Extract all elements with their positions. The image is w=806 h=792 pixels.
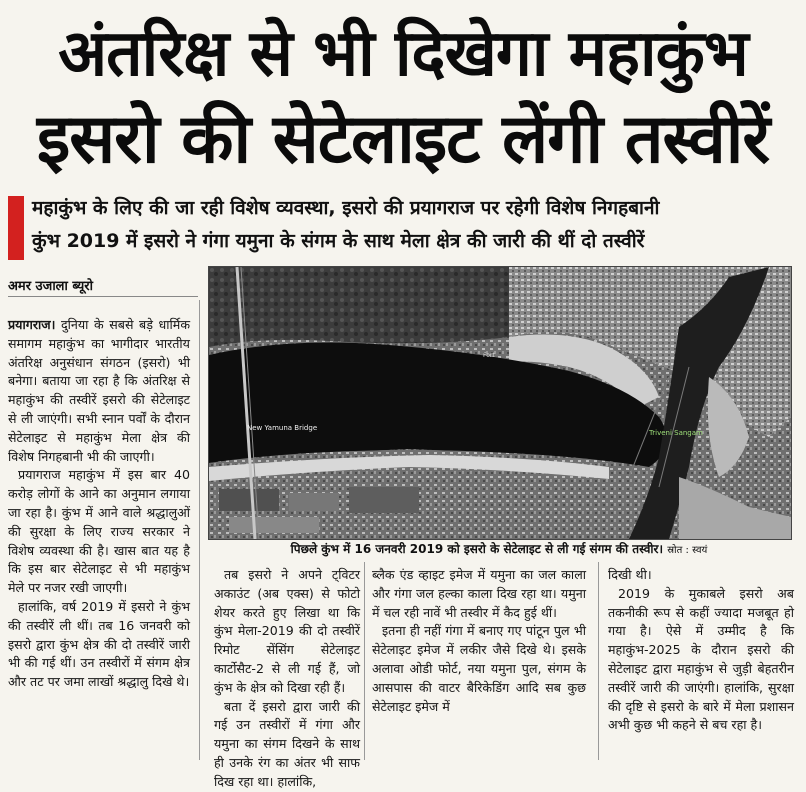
article-paragraph: तब इसरो ने अपने ट्विटर अकाउंट (अब एक्स) से फोटो शेयर करते हुए लिखा था कि कुंभ मेला-2019 की दो तस्वीरें रिमोट सेंसिंग सेटेलाइट कार्टोसैट-2 से ली गई हैं, जो कुंभ के क्षेत्र को दिखा रही हैं। (214, 567, 360, 695)
accent-bar (8, 196, 24, 260)
subheadline-line-2: कुंभ 2019 में इसरो ने गंगा यमुना के संगम के साथ मेला क्षेत्र की जारी की थीं दो तस्वीरें (32, 230, 645, 252)
column-divider (199, 300, 200, 760)
article-paragraph: हालांकि, वर्ष 2019 में इसरो ने कुंभ की तस्वीरें ली थीं। तब 16 जनवरी को इसरो द्वारा कुंभ क्षेत्र की दो तस्वीरें जारी भी की गई थीं। उन तस्वीरों में संगम क्षेत्र और तट पर जमा लाखों श्रद्धालु दिखे थे। (8, 598, 190, 690)
article-column-3 (372, 566, 586, 716)
article-column-4 (608, 566, 794, 735)
satellite-image (209, 267, 791, 539)
photo-caption (208, 540, 790, 557)
satellite-photo (208, 266, 792, 540)
column-divider (598, 562, 599, 760)
column-divider (364, 562, 365, 760)
article-column-2 (214, 566, 360, 792)
subheadline-line-1: महाकुंभ के लिए की जा रही विशेष व्यवस्था, इसरो की प्रयागराज पर रहेगी विशेष निगहबानी (32, 197, 660, 219)
caption-source: स्रोत : स्वयं (667, 545, 708, 556)
article-paragraph: प्रयागराज महाकुंभ में इस बार 40 करोड़ लोगों के आने का अनुमान लगाया जा रहा है। कुंभ में आने वाले श्रद्धालुओं की सुरक्षा के लिए राज्य सरकार ने विशेष व्यवस्था की है। खास बात यह है कि इस बार सेटेलाइट से भी महाकुंभ मेले पर नजर रखी जाएगी। (8, 467, 190, 596)
paragraph-text: दुनिया के सबसे बड़े धार्मिक समागम महाकुंभ का भागीदार भारतीय अंतरिक्ष अनुसंधान संगठन (इसरो) भी बनेगा। बताया जा रहा है कि अंतरिक्ष से महाकुंभ की तस्वीरें इसरो की सेटेलाइट से ली जाएंगी। सभी स्नान पर्वों के दौरान सेटेलाइट से महाकुंभ मेला क्षेत्र की विशेष निगहबानी भी की जाएगी। (8, 317, 190, 464)
dateline: प्रयागराज। (8, 317, 56, 332)
fort-label: Fort (483, 352, 495, 359)
article-paragraph: इतना ही नहीं गंगा में बनाए गए पांटून पुल भी सेटेलाइट इमेज में लकीर जैसे दिखे थे। इसके अलावा ओडी फोर्ट, नया यमुना पुल, संगम के आसपास की वाटर बैरिकेडिंग आदि सब कुछ सेटेलाइट इमेज में (372, 623, 586, 714)
article-paragraph: ब्लैक एंड व्हाइट इमेज में यमुना का जल काला और गंगा जल हल्का काला दिख रहा था। यमुना में चल रही नावें भी तस्वीर में कैद हुई थीं। (372, 567, 586, 620)
byline-rule (8, 296, 198, 297)
caption-text: पिछले कुंभ में 16 जनवरी 2019 को इसरो के सेटेलाइट से ली गई संगम की तस्वीर। (290, 542, 663, 556)
bridge-label: New Yamuna Bridge (247, 424, 318, 432)
headline-line-2: इसरो की सेटेलाइट लेंगी तस्वीरें (36, 100, 770, 179)
sangam-label: Triveni Sangam (649, 429, 703, 437)
article-paragraph: दिखी थी। (608, 567, 652, 582)
article-paragraph: बता दें इसरो द्वारा जारी की गई उन तस्वीरों में गंगा और यमुना का संगम दिखने के साथ ही उनके रंग का अंतर भी साफ दिख रहा था। हालांकि, (214, 698, 360, 789)
article-paragraph: 2019 के मुकाबले इसरो अब तकनीकी रूप से कहीं ज्यादा मजबूत हो गया है। ऐसे में उम्मीद है कि महाकुंभ-2025 के दौरान इसरो की सेटेलाइट द्वारा महाकुंभ से जुड़ी बेहतरीन तस्वीरें जारी की जाएंगी। हालांकि, सुरक्षा की दृष्टि से इसरो के बारे में मेला प्रशासन अभी कुछ भी कहने से बच रहा है। (608, 585, 794, 733)
article-column-1 (8, 316, 190, 692)
article-paragraph (8, 316, 190, 466)
headline-line-1: अंतरिक्ष से भी दिखेगा महाकुंभ (58, 17, 748, 91)
byline: अमर उजाला ब्यूरो (8, 279, 93, 294)
